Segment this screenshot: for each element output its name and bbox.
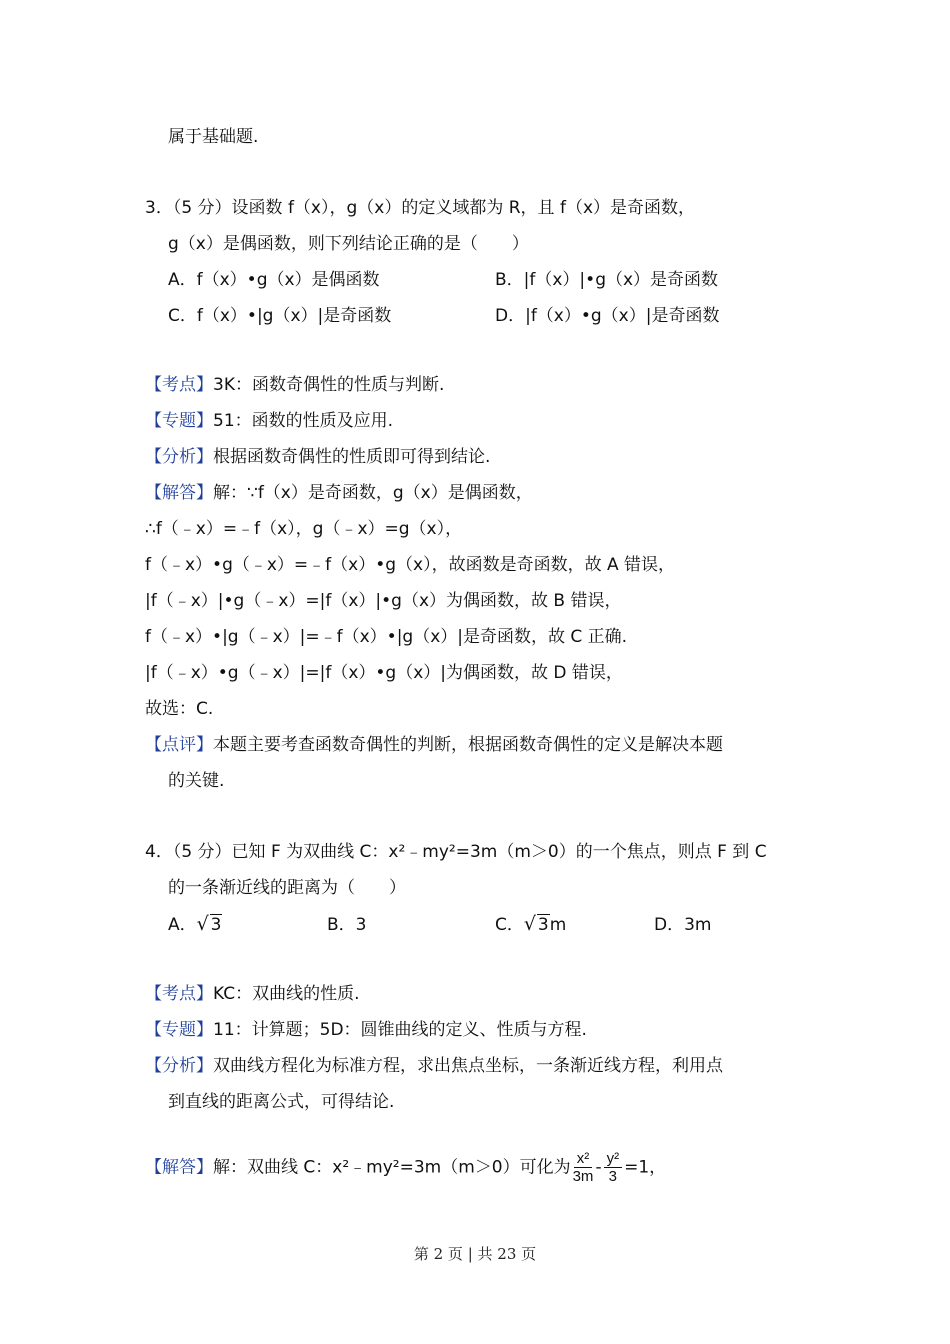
intro-end-text: 属于基础题.	[168, 127, 259, 147]
jieda-tag: 【解答】	[145, 1157, 213, 1178]
fenxi-tag: 【分析】	[145, 1056, 213, 1076]
q4-fenxi	[145, 1054, 723, 1078]
q4-jieda	[145, 1150, 666, 1185]
q4-option-c	[495, 913, 566, 937]
q4-option-a-radicand: 3	[210, 915, 222, 935]
jieda-text: 解：∵f（x）是奇函数，g（x）是偶函数，	[213, 483, 533, 503]
q3-dianping-line2: 的关键.	[168, 771, 225, 791]
fraction-y-denominator: 3	[608, 1168, 617, 1185]
q3-option-d: D．|f（x）•g（x）|是奇函数	[495, 306, 720, 326]
q4-stem-line1: 4．（5 分）已知 F 为双曲线 C：x²﹣my²=3m（m＞0）的一个焦点，则点 F 到 C	[145, 842, 767, 862]
q4-kaodian	[145, 982, 360, 1006]
kaodian-tag: 【考点】	[145, 375, 213, 395]
q3-step-3: |f（﹣x）|•g（﹣x）=|f（x）|•g（x）为偶函数，故 B 错误，	[145, 591, 622, 611]
q3-kaodian	[145, 373, 444, 397]
q3-step-6: 故选：C.	[145, 699, 214, 719]
fraction-x-denominator: 3m	[572, 1168, 594, 1185]
q4-option-c-radicand: 3	[537, 915, 549, 935]
fraction-y	[604, 1150, 623, 1185]
q3-fenxi	[145, 445, 490, 469]
zhuanti-tag: 【专题】	[145, 411, 213, 431]
q3-option-c: C．f（x）•|g（x）|是奇函数	[168, 306, 392, 326]
q4-option-c-suffix: m	[549, 915, 567, 935]
kaodian-text: 3K：函数奇偶性的性质与判断.	[213, 375, 445, 395]
q3-step-2: f（﹣x）•g（﹣x）=﹣f（x）•g（x），故函数是奇函数，故 A 错误，	[145, 555, 676, 575]
q4-option-d: D．3m	[654, 915, 712, 935]
sqrt-symbol	[197, 913, 223, 937]
q3-step-1: ∴f（﹣x）=﹣f（x），g（﹣x）=g（x），	[145, 519, 463, 539]
q4-fenxi-line2: 到直线的距离公式，可得结论.	[168, 1092, 395, 1112]
kaodian-text: KC：双曲线的性质.	[213, 984, 360, 1004]
zhuanti-tag: 【专题】	[145, 1020, 213, 1040]
zhuanti-text: 51：函数的性质及应用.	[213, 411, 394, 431]
fraction-x	[573, 1150, 594, 1185]
page-footer: 第 2 页 | 共 23 页	[413, 1245, 537, 1263]
q3-jieda	[145, 481, 533, 505]
fenxi-text: 双曲线方程化为标准方程，求出焦点坐标，一条渐近线方程，利用点	[213, 1056, 723, 1076]
jieda-text: 解：双曲线 C：x²﹣my²=3m（m＞0）可化为	[213, 1157, 571, 1178]
fraction-x-numerator: x²	[574, 1150, 593, 1168]
q4-stem-line2: 的一条渐近线的距离为（ ）	[168, 878, 406, 898]
q4-option-c-label: C．	[495, 915, 524, 935]
fraction-y-numerator: y²	[604, 1150, 623, 1168]
q4-option-a-label: A．	[168, 915, 197, 935]
kaodian-tag: 【考点】	[145, 984, 213, 1004]
jieda-tag: 【解答】	[145, 483, 213, 503]
fenxi-tag: 【分析】	[145, 447, 213, 467]
q3-option-b: B．|f（x）|•g（x）是奇函数	[495, 270, 719, 290]
equation-tail: =1，	[624, 1157, 667, 1178]
zhuanti-text: 11：计算题；5D：圆锥曲线的定义、性质与方程.	[213, 1020, 587, 1040]
sqrt-symbol	[524, 913, 550, 937]
q3-step-5: |f（﹣x）•g（﹣x）|=|f（x）•g（x）|为偶函数，故 D 错误，	[145, 663, 623, 683]
q3-option-a: A．f（x）•g（x）是偶函数	[168, 270, 380, 290]
q4-option-a	[168, 913, 222, 937]
q3-stem-line2: g（x）是偶函数，则下列结论正确的是（ ）	[168, 234, 529, 254]
q3-step-4: f（﹣x）•|g（﹣x）|=﹣f（x）•|g（x）|是奇函数，故 C 正确.	[145, 627, 628, 647]
q4-option-b: B．3	[327, 915, 367, 935]
dianping-tag: 【点评】	[145, 735, 213, 755]
fenxi-text: 根据函数奇偶性的性质即可得到结论.	[213, 447, 491, 467]
q3-stem-line1: 3．（5 分）设函数 f（x），g（x）的定义域都为 R，且 f（x）是奇函数，	[145, 198, 696, 218]
q3-zhuanti	[145, 409, 393, 433]
q3-dianping	[145, 733, 723, 757]
q4-zhuanti	[145, 1018, 587, 1042]
dianping-text: 本题主要考查函数奇偶性的判断，根据函数奇偶性的定义是解决本题	[213, 735, 723, 755]
minus-sign: -	[595, 1157, 602, 1178]
